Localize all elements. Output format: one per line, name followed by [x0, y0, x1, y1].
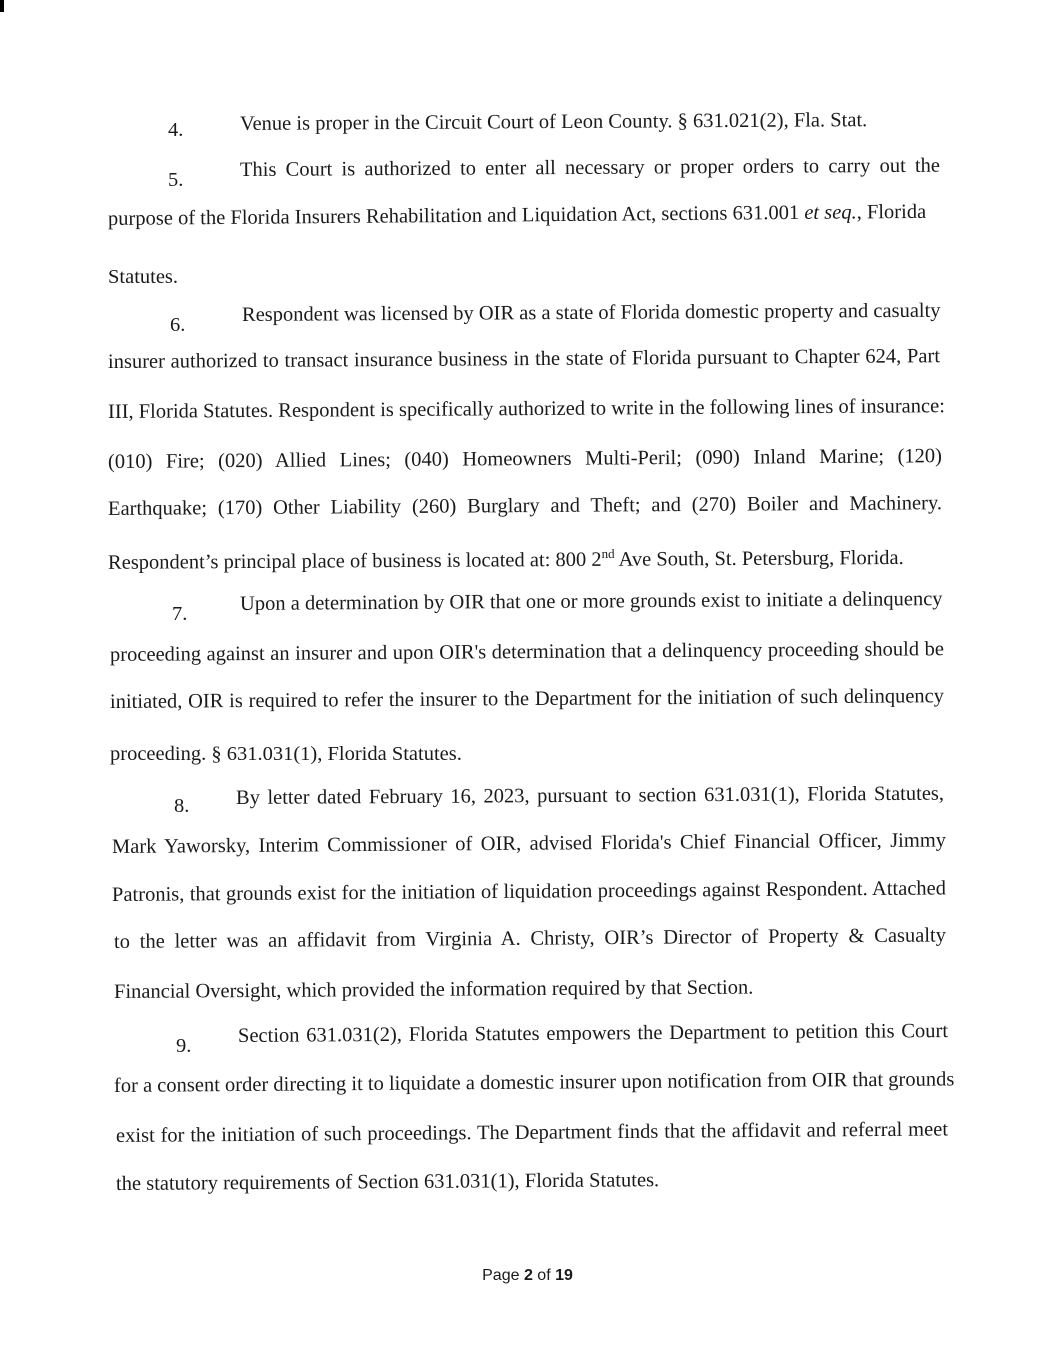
- paragraph-6-line-2: insurer authorized to transact insurance business in the state of Florida pursuant to Chapter 624, Part: [107, 345, 941, 373]
- paragraph-6-line-4: (010) Fire; (020) Allied Lines; (040) Homeowners Multi-Peril; (090) Inland Marine; (120): [107, 445, 943, 473]
- page-footer: [0, 1266, 1055, 1286]
- paragraph-5-line-3: Statutes.: [108, 266, 179, 288]
- paragraph-6-line-6: Respondent’s principal place of business is located at: 800 2nd Ave South, St. Petersburg, Florida.: [107, 545, 904, 574]
- paragraph-8-line-1: By letter dated February 16, 2023, pursuant to section 631.031(1), Florida Statutes,: [235, 782, 945, 809]
- footer-middle: of: [532, 1267, 556, 1284]
- paragraph-4-line-1: Venue is proper in the Circuit Court of Leon County. § 631.021(2), Fla. Stat.: [239, 109, 868, 135]
- paragraph-8-line-3: Patronis, that grounds exist for the initiation of liquidation proceedings against Respondent. Attached: [111, 877, 947, 906]
- paragraph-9-line-1: Section 631.031(2), Florida Statutes empowers the Department to petition this Court: [237, 1020, 949, 1047]
- paragraph-8-line-4: to the letter was an affidavit from Virginia A. Christy, OIR’s Director of Property & Casualty: [113, 924, 947, 953]
- paragraph-5-number: 5.: [168, 169, 184, 191]
- paragraph-8-line-2: Mark Yaworsky, Interim Commissioner of OIR, advised Florida's Chief Financial Officer, Jimmy: [111, 829, 947, 858]
- footer-prefix: Page: [482, 1267, 524, 1284]
- paragraph-9-line-4: the statutory requirements of Section 631.031(1), Florida Statutes.: [115, 1169, 660, 1195]
- paragraph-7-line-2: proceeding against an insurer and upon OIR's determination that a delinquency proceeding should be: [109, 638, 945, 666]
- paragraph-6-number: 6.: [170, 314, 186, 336]
- paragraph-6-line-5: Earthquake; (170) Other Liability (260) Burglary and Theft; and (270) Boiler and Machinery.: [107, 492, 943, 520]
- paragraph-6-line-3: III, Florida Statutes. Respondent is specifically authorized to write in the following lines of insurance:: [107, 395, 945, 423]
- paragraph-7-line-4: proceeding. § 631.031(1), Florida Statutes.: [110, 743, 462, 765]
- paragraph-7-line-1: Upon a determination by OIR that one or more grounds exist to initiate a delinquency: [239, 588, 943, 615]
- paragraph-9-number: 9.: [176, 1035, 192, 1057]
- paragraph-9-line-3: exist for the initiation of such proceedings. The Department finds that the affidavit and referral meet: [115, 1118, 949, 1147]
- footer-current-page: 2: [523, 1267, 533, 1284]
- paragraph-7-number: 7.: [172, 603, 188, 625]
- paragraph-5-line-2: purpose of the Florida Insurers Rehabilitation and Liquidation Act, sections 631.001 et seq., Florida: [107, 200, 927, 230]
- paragraph-4-number: 4.: [168, 119, 184, 141]
- paragraph-7-line-3: initiated, OIR is required to refer the insurer to the Department for the initiation of such delinquency: [109, 685, 945, 713]
- paragraph-5-line-1: This Court is authorized to enter all necessary or proper orders to carry out the: [239, 154, 941, 181]
- paragraph-6-line-1: Respondent was licensed by OIR as a state of Florida domestic property and casualty: [241, 299, 941, 326]
- footer-total-pages: 19: [555, 1267, 573, 1284]
- scan-mark: [0, 0, 4, 12]
- paragraph-9-line-2: for a consent order directing it to liquidate a domestic insurer upon notification from OIR that grounds: [113, 1068, 955, 1097]
- paragraph-8-line-5: Financial Oversight, which provided the information required by that Section.: [113, 976, 754, 1003]
- paragraph-8-number: 8.: [174, 795, 190, 817]
